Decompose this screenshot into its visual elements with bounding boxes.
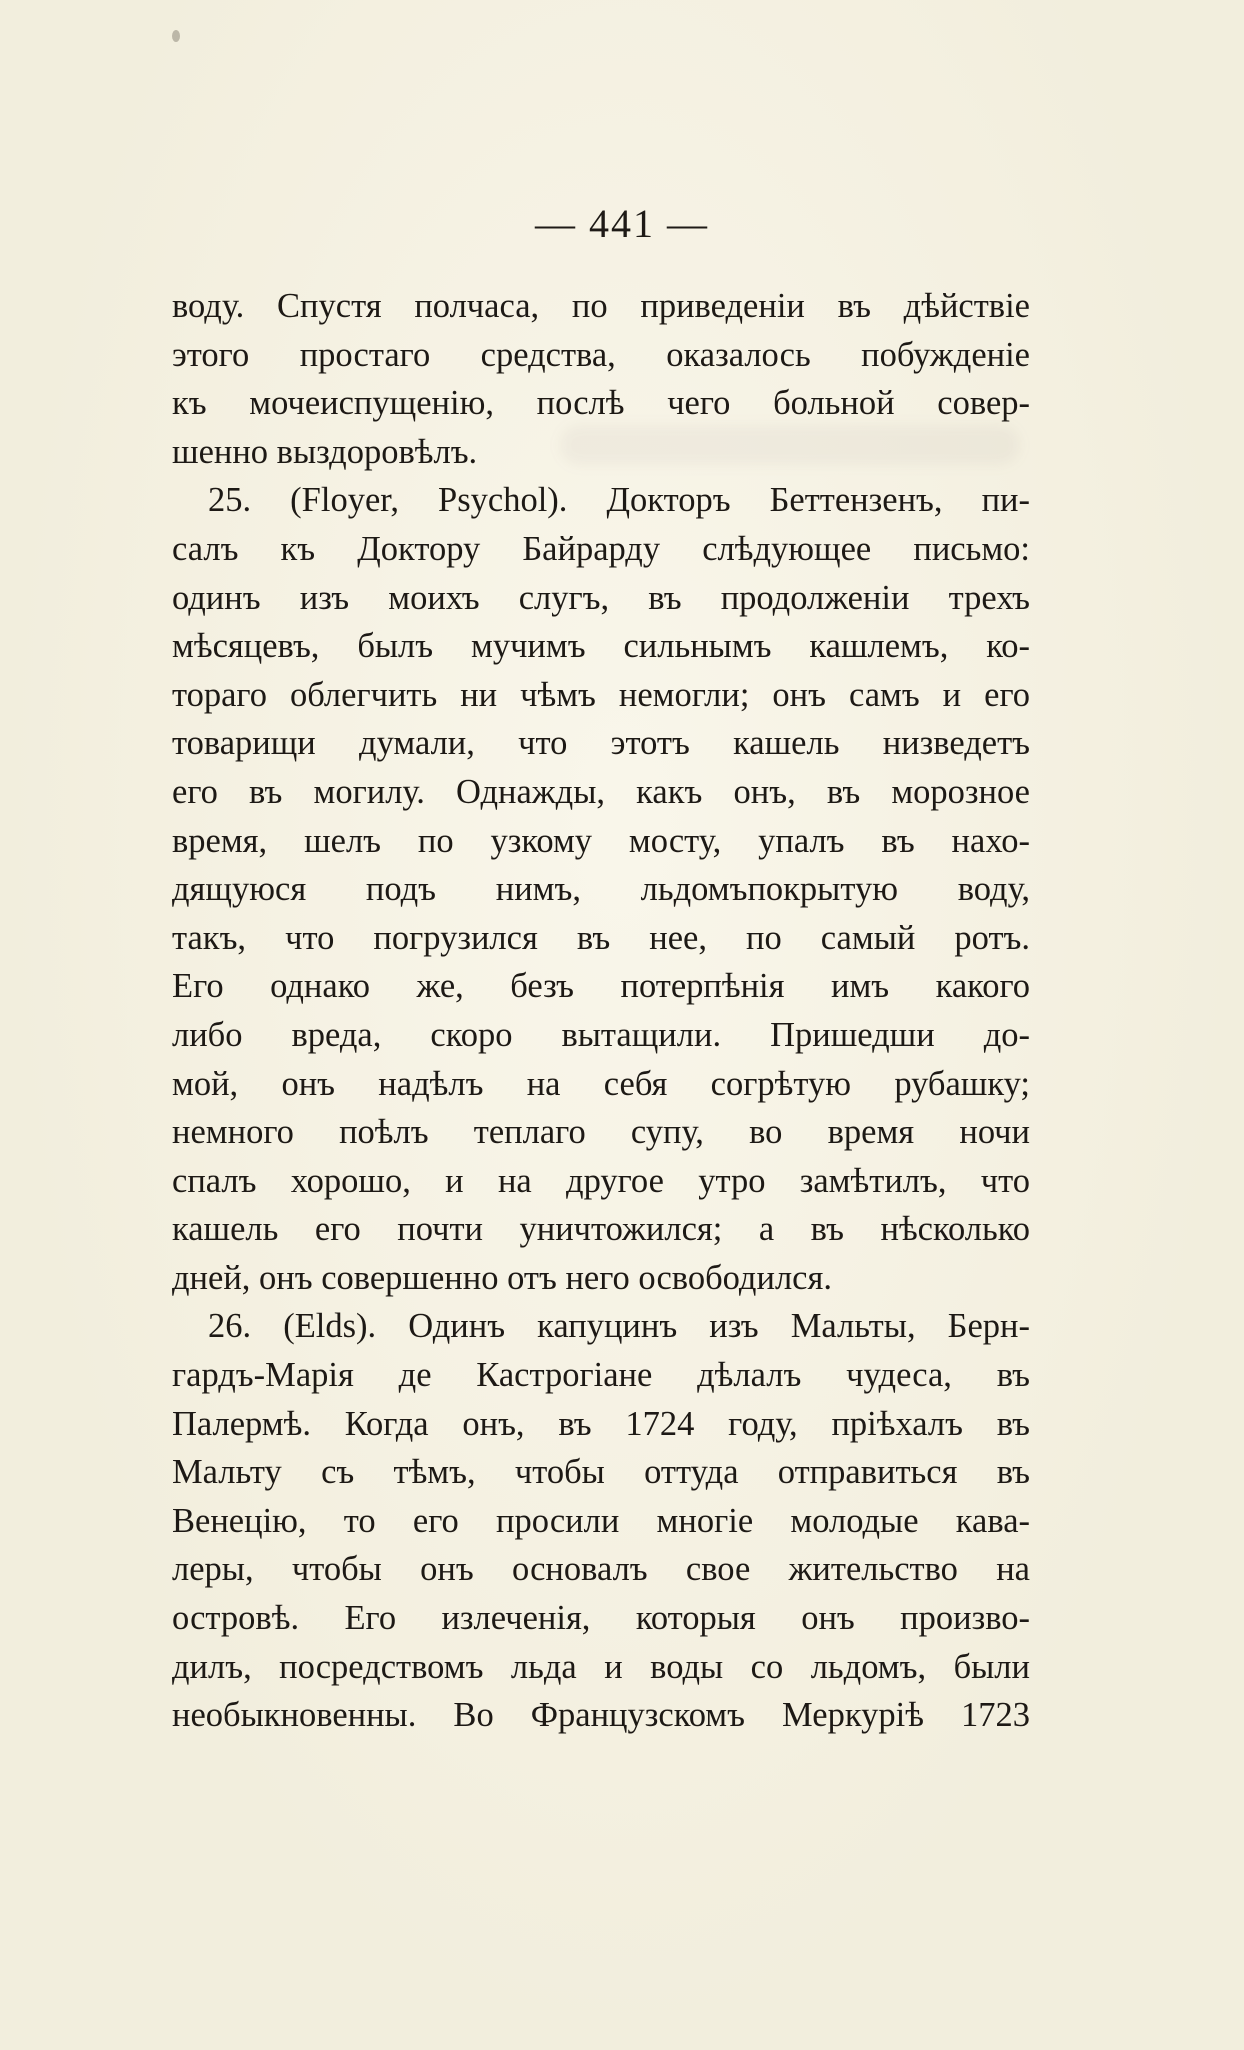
text-line: островѣ. Его излеченiя, которыя онъ произво-: [172, 1599, 1030, 1638]
text-line: 25. (Floyer, Psychol). Докторъ Беттензенъ, пи-: [208, 481, 1030, 520]
text-line: необыкновенны. Во Французскомъ Меркурiѣ 1723: [172, 1696, 1030, 1735]
text-line: воду. Спустя полчаса, по приведенiи въ дѣйствiе: [172, 287, 1030, 325]
paper-speck: [172, 30, 180, 42]
text-line: 26. (Elds). Одинъ капуцинъ изъ Мальты, Берн-: [208, 1307, 1030, 1346]
text-line: шенно выздоровѣлъ.: [172, 432, 478, 471]
text-line: салъ къ Доктору Байрарду слѣдующее письмо:: [172, 529, 1030, 568]
text-line: Его однако же, безъ потерпѣнiя имъ какого: [172, 967, 1030, 1006]
text-line: Палермѣ. Когда онъ, въ 1724 году, прiѣхалъ въ: [172, 1404, 1030, 1443]
text-line: время, шелъ по узкому мосту, упалъ въ нахо-: [172, 821, 1030, 860]
text-line: немного поѣлъ теплаго супу, во время ночи: [172, 1113, 1030, 1152]
text-line: дней, онъ совершенно отъ него освободился.: [172, 1258, 832, 1297]
text-line: кашель его почти уничтожился; а въ нѣсколько: [172, 1210, 1030, 1249]
text-line: товарищи думали, что этотъ кашель низведетъ: [172, 724, 1030, 763]
text-line: Мальту съ тѣмъ, чтобы оттуда отправиться въ: [172, 1453, 1030, 1492]
text-line: тораго облегчить ни чѣмъ немогли; онъ самъ и его: [172, 675, 1030, 714]
text-line: либо вреда, скоро вытащили. Пришедши до-: [172, 1015, 1030, 1054]
text-line: мой, онъ надѣлъ на себя согрѣтую рубашку;: [172, 1064, 1030, 1103]
text-line: одинъ изъ моихъ слугъ, въ продолженiи трехъ: [172, 578, 1030, 617]
text-line: къ мочеиспущенiю, послѣ чего больной совер-: [172, 384, 1030, 423]
text-line: леры, чтобы онъ основалъ свое жительство на: [172, 1550, 1030, 1589]
page-number: — 441 —: [535, 201, 709, 246]
text-line: его въ могилу. Однажды, какъ онъ, въ морозное: [172, 772, 1030, 811]
text-line: Венецiю, то его просили многiе молодые кава-: [172, 1501, 1030, 1540]
text-line: гардъ-Марiя де Кастрогiане дѣлалъ чудеса, въ: [172, 1356, 1030, 1395]
text-line: такъ, что погрузился въ нее, по самый ротъ.: [172, 918, 1030, 957]
body-text: [172, 282, 1030, 1740]
text-line: дилъ, посредствомъ льда и воды со льдомъ, были: [172, 1647, 1030, 1686]
text-line: спалъ хорошо, и на другое утро замѣтилъ, что: [172, 1161, 1030, 1200]
text-line: этого простаго средства, оказалось побужденiе: [172, 335, 1030, 374]
text-line: мѣсяцевъ, былъ мучимъ сильнымъ кашлемъ, ко-: [172, 627, 1030, 666]
text-line: дящуюся подъ нимъ, льдомъпокрытую воду,: [172, 870, 1030, 909]
